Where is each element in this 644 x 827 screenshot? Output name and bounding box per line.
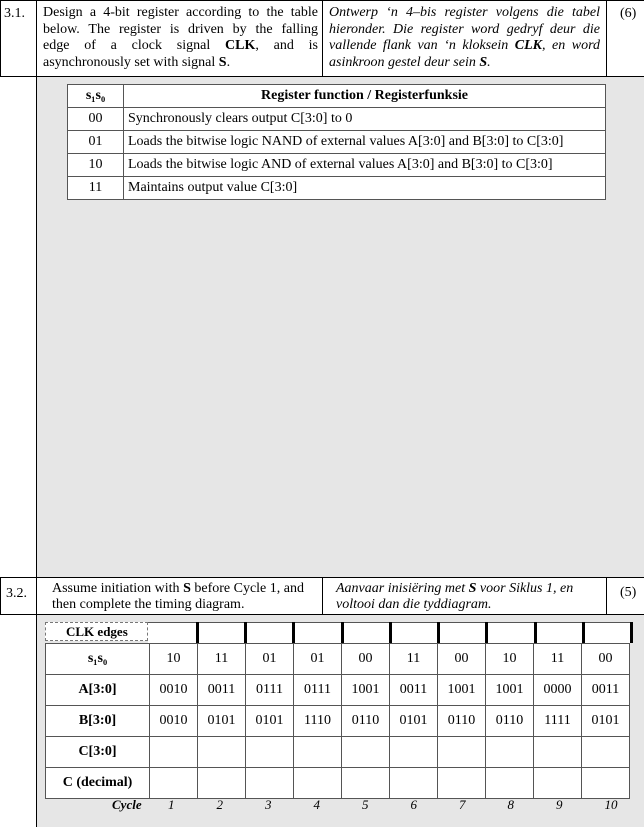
table-row xyxy=(68,154,606,177)
timing-row xyxy=(46,706,630,737)
table-row xyxy=(68,108,606,131)
register-function-table xyxy=(67,84,606,200)
value-cell: 10 xyxy=(486,644,534,675)
clk-falling-edge xyxy=(341,622,344,643)
q1-afrikaans-line: hieronder. Die register word gedryf deur die xyxy=(329,21,600,37)
q2-english-line: then complete the timing diagram. xyxy=(52,597,245,612)
q2-marks-divider xyxy=(606,577,607,615)
bold-signal-name: S xyxy=(479,54,488,70)
q1-language-divider xyxy=(322,0,323,77)
timing-row-label: A[3:0] xyxy=(46,675,150,706)
answer-cell[interactable] xyxy=(294,737,342,768)
q1-english-text xyxy=(43,5,318,71)
q1-english-line: Design a 4-bit register according to the table xyxy=(43,5,318,20)
q2-number: 3.2. xyxy=(6,586,27,601)
value-cell: 0101 xyxy=(198,706,246,737)
q1-english-line: below. The register is driven by the falling xyxy=(43,21,318,37)
answer-cell[interactable] xyxy=(534,768,582,799)
value-cell: 0111 xyxy=(294,675,342,706)
function-cell: Synchronously clears output C[3:0] to 0 xyxy=(124,108,606,131)
clk-edges-label: CLK edges xyxy=(66,624,128,639)
q1-english-line: edge of a clock signal CLK, and is xyxy=(43,38,318,53)
cycle-number: 6 xyxy=(410,797,417,812)
value-cell: 00 xyxy=(438,644,486,675)
value-cell: 0011 xyxy=(390,675,438,706)
bold-signal-name: CLK xyxy=(225,38,256,53)
cycle-row xyxy=(45,797,635,815)
value-cell: 1111 xyxy=(534,706,582,737)
answer-cell[interactable] xyxy=(438,768,486,799)
q2-english-line: Assume initiation with S before Cycle 1, and xyxy=(52,581,304,596)
value-cell: 0101 xyxy=(390,706,438,737)
answer-cell[interactable] xyxy=(342,768,390,799)
value-cell: 0011 xyxy=(198,675,246,706)
q1-afrikaans-line: Ontwerp ‘n 4–bis register volgens die tabel xyxy=(329,5,600,20)
cycle-number: 7 xyxy=(459,797,466,812)
answer-cell[interactable] xyxy=(246,768,294,799)
q1-marks-divider xyxy=(606,0,607,77)
register-table-header xyxy=(68,85,606,108)
clk-falling-edge xyxy=(630,622,633,643)
function-cell: Loads the bitwise logic AND of external values A[3:0] and B[3:0] to C[3:0] xyxy=(124,154,606,177)
value-cell: 0000 xyxy=(534,675,582,706)
cycle-label: Cycle xyxy=(112,797,142,812)
answer-cell[interactable] xyxy=(582,768,630,799)
clk-falling-edge xyxy=(389,622,392,643)
value-cell: 00 xyxy=(582,644,630,675)
timing-row-label: B[3:0] xyxy=(46,706,150,737)
value-cell: 11 xyxy=(534,644,582,675)
timing-row-label: s₁s₀ xyxy=(46,644,150,675)
bold-signal-name: S xyxy=(468,581,477,596)
code-cell: 01 xyxy=(68,131,124,154)
table-row xyxy=(68,177,606,200)
value-cell: 01 xyxy=(294,644,342,675)
clk-falling-edge xyxy=(196,622,199,643)
header-register-function: Register function / Registerfunksie xyxy=(124,85,606,108)
cycle-number: 2 xyxy=(216,797,223,812)
cycle-number: 9 xyxy=(556,797,563,812)
q1-english-line: asynchronously set with signal S. xyxy=(43,54,231,70)
value-cell: 0110 xyxy=(486,706,534,737)
timing-row-label: C (decimal) xyxy=(46,768,150,799)
value-cell: 0010 xyxy=(150,675,198,706)
answer-cell[interactable] xyxy=(198,737,246,768)
code-cell: 00 xyxy=(68,108,124,131)
q2-marks: (5) xyxy=(620,585,637,600)
clk-falling-edge xyxy=(244,622,247,643)
q2-afrikaans-text xyxy=(336,581,602,613)
cycle-number: 1 xyxy=(168,797,175,812)
answer-cell[interactable] xyxy=(198,768,246,799)
timing-row xyxy=(46,737,630,768)
value-cell: 0110 xyxy=(342,706,390,737)
q2-afrikaans-line: voltooi dan die tyddiagram. xyxy=(336,597,492,612)
bold-signal-name: CLK xyxy=(514,38,542,53)
value-cell: 0101 xyxy=(246,706,294,737)
table-row xyxy=(68,131,606,154)
answer-cell[interactable] xyxy=(150,768,198,799)
q2-english-text xyxy=(52,581,320,613)
value-cell: 0010 xyxy=(150,706,198,737)
value-cell: 1001 xyxy=(438,675,486,706)
value-cell: 01 xyxy=(246,644,294,675)
left-border xyxy=(0,0,1,77)
code-cell: 10 xyxy=(68,154,124,177)
q1-afrikaans-line: asinkroon gestel deur sein S. xyxy=(329,54,491,70)
clk-falling-edge xyxy=(534,622,537,643)
function-cell: Maintains output value C[3:0] xyxy=(124,177,606,200)
timing-row xyxy=(46,768,630,799)
value-cell: 11 xyxy=(390,644,438,675)
q1-afrikaans-line: vallende flank van ‘n kloksein CLK, en word xyxy=(329,38,600,53)
cycle-number: 8 xyxy=(507,797,514,812)
clk-edges-row xyxy=(148,622,633,643)
clk-edges-label-cell xyxy=(45,622,148,641)
bold-signal-name: S xyxy=(183,581,191,596)
answer-cell[interactable] xyxy=(390,768,438,799)
value-cell: 0101 xyxy=(582,706,630,737)
code-cell: 11 xyxy=(68,177,124,200)
cycle-number: 3 xyxy=(265,797,272,812)
value-cell: 00 xyxy=(342,644,390,675)
timing-diagram-table xyxy=(45,643,630,799)
answer-cell[interactable] xyxy=(438,737,486,768)
clk-falling-edge xyxy=(292,622,295,643)
q2-left-border xyxy=(0,577,1,615)
answer-cell[interactable] xyxy=(582,737,630,768)
clk-falling-edge xyxy=(437,622,440,643)
q2-language-divider xyxy=(322,577,323,615)
value-cell: 1001 xyxy=(486,675,534,706)
q1-marks: (6) xyxy=(620,6,637,21)
bold-signal-name: S xyxy=(218,54,227,70)
value-cell: 0110 xyxy=(438,706,486,737)
value-cell: 10 xyxy=(150,644,198,675)
answer-cell[interactable] xyxy=(150,737,198,768)
value-cell: 1110 xyxy=(294,706,342,737)
cycle-number: 5 xyxy=(362,797,369,812)
value-cell: 0111 xyxy=(246,675,294,706)
answer-cell[interactable] xyxy=(486,768,534,799)
answer-cell[interactable] xyxy=(390,737,438,768)
timing-row-label: C[3:0] xyxy=(46,737,150,768)
value-cell: 11 xyxy=(198,644,246,675)
function-cell: Loads the bitwise logic NAND of external values A[3:0] and B[3:0] to C[3:0] xyxy=(124,131,606,154)
header-s1s0: s₁s₀ xyxy=(68,85,124,108)
clk-falling-edge xyxy=(582,622,585,643)
q1-number: 3.1. xyxy=(4,6,25,21)
answer-cell[interactable] xyxy=(486,737,534,768)
answer-cell[interactable] xyxy=(342,737,390,768)
value-cell: 1001 xyxy=(342,675,390,706)
clk-falling-edge xyxy=(485,622,488,643)
value-cell: 0011 xyxy=(582,675,630,706)
answer-cell[interactable] xyxy=(534,737,582,768)
q2-afrikaans-line: Aanvaar inisiëring met S voor Siklus 1, en xyxy=(336,581,574,596)
answer-cell[interactable] xyxy=(294,768,342,799)
timing-row xyxy=(46,675,630,706)
q1-afrikaans-text xyxy=(329,5,600,71)
timing-row xyxy=(46,644,630,675)
answer-cell[interactable] xyxy=(246,737,294,768)
cycle-number: 4 xyxy=(313,797,320,812)
cycle-number: 10 xyxy=(604,797,618,812)
